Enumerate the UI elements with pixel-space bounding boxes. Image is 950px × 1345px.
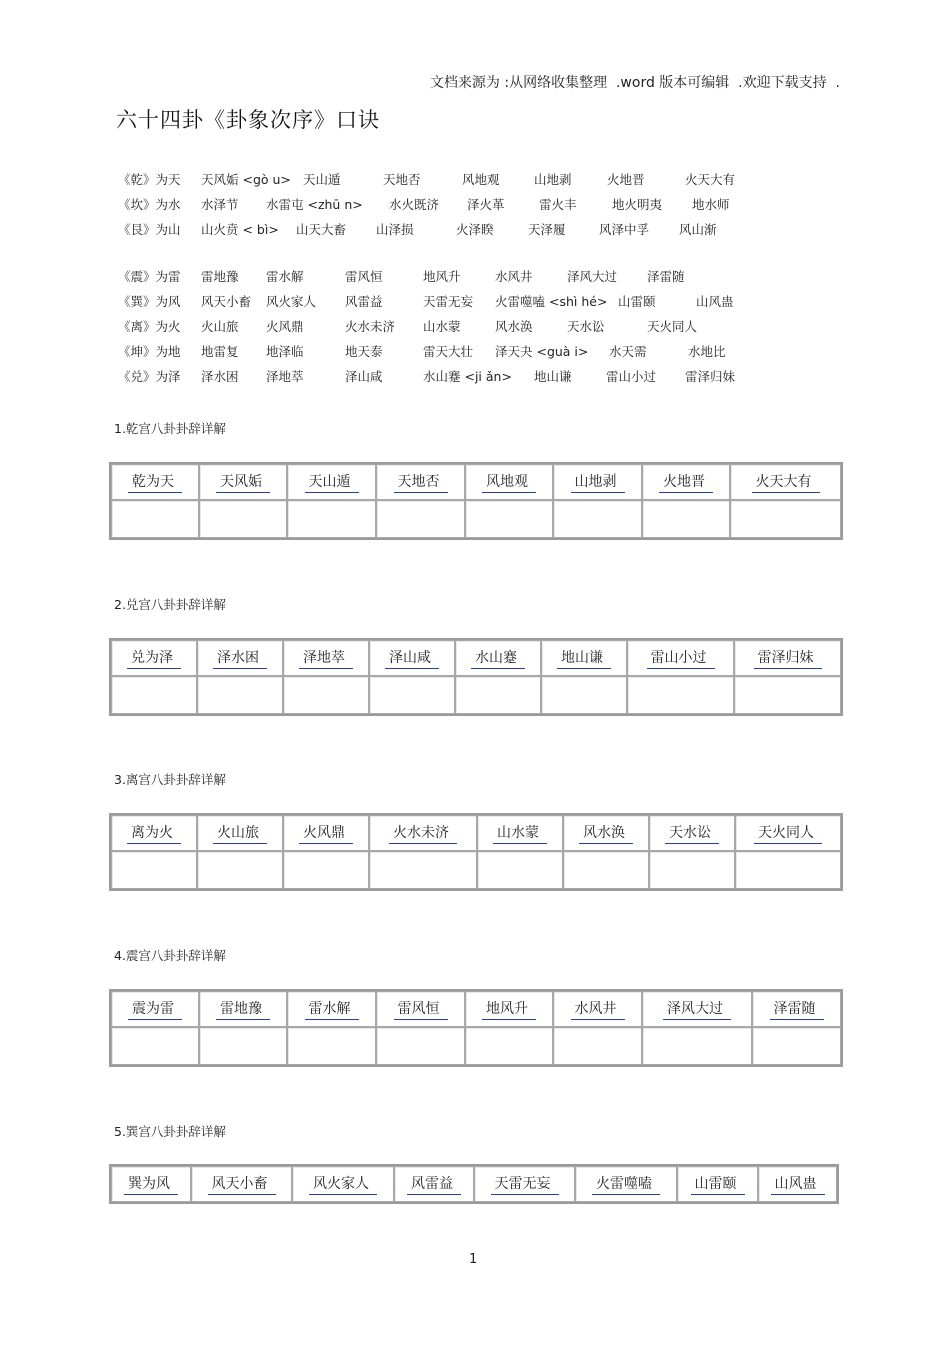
- verse-item: 水风井: [495, 269, 533, 284]
- empty-cell: [197, 676, 283, 714]
- empty-cell: [642, 1027, 752, 1065]
- section-title: 1.乾宫八卦卦辞详解: [114, 421, 226, 436]
- verse-item: 天雷无妄: [423, 294, 474, 309]
- section-title: 2.兑宫八卦卦辞详解: [114, 597, 226, 612]
- empty-cell: [287, 500, 376, 538]
- verse-item: 风山渐: [679, 222, 717, 237]
- gua-link[interactable]: 乾为天: [128, 474, 182, 493]
- gua-link[interactable]: 风火家人: [309, 1176, 377, 1195]
- section-title: 5.巽宫八卦卦辞详解: [114, 1124, 226, 1139]
- verse-row: [118, 170, 838, 195]
- gua-link[interactable]: 雷泽归妹: [754, 650, 822, 669]
- empty-cell: [752, 1027, 841, 1065]
- gua-link[interactable]: 离为火: [127, 825, 181, 844]
- verse-item: 雷风恒: [345, 269, 383, 284]
- empty-cell: [111, 500, 199, 538]
- verse-item: 山天大畜: [296, 222, 347, 237]
- verse-item: 山地剥: [534, 172, 572, 187]
- empty-cell: [649, 851, 735, 889]
- verse-item: 水泽节: [201, 197, 239, 212]
- empty-cell: [553, 500, 642, 538]
- gua-cell: [376, 464, 465, 500]
- gua-cell: [474, 1166, 575, 1202]
- gua-cell: [283, 815, 369, 851]
- empty-cell: [627, 676, 734, 714]
- gua-cell: [369, 815, 477, 851]
- gua-table-qian: [109, 462, 843, 540]
- verse-item: 泽水困: [201, 369, 239, 384]
- verse-item: 雷天大壮: [423, 344, 474, 359]
- gua-link[interactable]: 地风升: [482, 1001, 536, 1020]
- verse-item: 水火既济: [389, 197, 440, 212]
- gua-cell: [197, 815, 283, 851]
- verse-item: 风火家人: [266, 294, 317, 309]
- empty-cell: [369, 851, 477, 889]
- empty-cell: [376, 500, 465, 538]
- gua-link[interactable]: 地山谦: [557, 650, 611, 669]
- gua-link[interactable]: 泽雷随: [770, 1001, 824, 1020]
- gua-table-zhen: [109, 989, 843, 1067]
- empty-cell: [369, 676, 455, 714]
- empty-cell: [730, 500, 841, 538]
- gua-table-li: [109, 813, 843, 891]
- gua-link[interactable]: 水风井: [571, 1001, 625, 1020]
- verse-item: 地山谦: [534, 369, 572, 384]
- gua-cell: [111, 991, 199, 1027]
- verse-item: 地风升: [423, 269, 461, 284]
- verse-item: 水地比: [688, 344, 726, 359]
- gua-link[interactable]: 雷地豫: [216, 1001, 270, 1020]
- gua-link[interactable]: 山雷颐: [691, 1176, 745, 1195]
- gua-link[interactable]: 泽山咸: [385, 650, 439, 669]
- gua-link[interactable]: 天雷无妄: [491, 1176, 559, 1195]
- empty-cell: [287, 1027, 376, 1065]
- gua-link[interactable]: 火地晋: [659, 474, 713, 493]
- empty-cell: [553, 1027, 642, 1065]
- verse-item: 《震》为雷: [118, 269, 181, 284]
- verse-item: 山水蒙: [423, 319, 461, 334]
- gua-link[interactable]: 泽风大过: [663, 1001, 731, 1020]
- gua-link[interactable]: 天地否: [394, 474, 448, 493]
- gua-cell: [283, 640, 369, 676]
- gua-cell: [758, 1166, 837, 1202]
- verse-item: 风天小畜: [201, 294, 252, 309]
- gua-link[interactable]: 火水未济: [389, 825, 457, 844]
- empty-cell: [477, 851, 563, 889]
- gua-link[interactable]: 雷风恒: [394, 1001, 448, 1020]
- gua-cell: [111, 464, 199, 500]
- gua-cell: [111, 815, 197, 851]
- gua-link[interactable]: 火天大有: [752, 474, 820, 493]
- gua-link[interactable]: 风雷益: [407, 1176, 461, 1195]
- verse-item: 雷水解: [266, 269, 304, 284]
- verse-item: 风泽中孚: [599, 222, 650, 237]
- gua-cell: [465, 991, 553, 1027]
- gua-link[interactable]: 巽为风: [124, 1176, 178, 1195]
- gua-table-xun: [109, 1164, 839, 1204]
- verse-item: 《乾》为天: [118, 172, 181, 187]
- verse-item: 《兑》为泽: [118, 369, 181, 384]
- verse-item: 天风姤 <gò u>: [201, 172, 291, 187]
- gua-link[interactable]: 风地观: [482, 474, 536, 493]
- gua-table-dui: [109, 638, 843, 716]
- verse-item: 《坎》为水: [118, 197, 181, 212]
- gua-cell: [627, 640, 734, 676]
- gua-cell: [649, 815, 735, 851]
- verse-item: 雷山小过: [606, 369, 657, 384]
- empty-cell: [563, 851, 649, 889]
- gua-link[interactable]: 山地剥: [571, 474, 625, 493]
- gua-link[interactable]: 天火同人: [754, 825, 822, 844]
- gua-cell: [541, 640, 627, 676]
- verse-item: 火山旅: [201, 319, 239, 334]
- verse-row: [118, 317, 838, 342]
- empty-cell: [465, 1027, 553, 1065]
- gua-cell: [394, 1166, 474, 1202]
- verse-item: 泽山咸: [345, 369, 383, 384]
- verse-item: 泽地萃: [266, 369, 304, 384]
- verse-item: 地天泰: [345, 344, 383, 359]
- gua-cell: [199, 464, 287, 500]
- verse-item: 《巽》为风: [118, 294, 181, 309]
- verse-item: 风雷益: [345, 294, 383, 309]
- gua-cell: [730, 464, 841, 500]
- empty-cell: [541, 676, 627, 714]
- gua-cell: [563, 815, 649, 851]
- verse-item: 天泽履: [528, 222, 566, 237]
- verse-item: 雷火丰: [539, 197, 577, 212]
- verse-item: 《离》为火: [118, 319, 181, 334]
- gua-cell: [197, 640, 283, 676]
- verse-item: 火水未济: [345, 319, 396, 334]
- empty-cell: [111, 676, 197, 714]
- gua-link[interactable]: 山水蒙: [493, 825, 547, 844]
- verse-item: 天火同人: [647, 319, 698, 334]
- section-title: 4.震宫八卦卦辞详解: [114, 948, 226, 963]
- gua-cell: [111, 1166, 191, 1202]
- verse-row: [118, 267, 838, 292]
- gua-cell: [752, 991, 841, 1027]
- verse-item: 地火明夷: [612, 197, 663, 212]
- verse-item: 山泽损: [376, 222, 414, 237]
- gua-link[interactable]: 雷水解: [305, 1001, 359, 1020]
- verse-row: [118, 342, 838, 367]
- empty-cell: [111, 851, 197, 889]
- gua-cell: [553, 991, 642, 1027]
- verse-item: 天山遁: [303, 172, 341, 187]
- empty-cell: [376, 1027, 465, 1065]
- gua-cell: [191, 1166, 292, 1202]
- gua-cell: [376, 991, 465, 1027]
- gua-link[interactable]: 水山蹇: [471, 650, 525, 669]
- verse-item: 火泽睽: [456, 222, 494, 237]
- section-title: 3.离宫八卦卦辞详解: [114, 772, 226, 787]
- gua-link[interactable]: 山风蛊: [771, 1176, 825, 1195]
- gua-link[interactable]: 火风鼎: [299, 825, 353, 844]
- gua-cell: [677, 1166, 758, 1202]
- verse-item: 雷地豫: [201, 269, 239, 284]
- verse-group-1: [118, 170, 838, 245]
- gua-link[interactable]: 天水讼: [665, 825, 719, 844]
- verse-item: 山风蛊: [696, 294, 734, 309]
- gua-link[interactable]: 兑为泽: [127, 650, 181, 669]
- verse-item: 火天大有: [685, 172, 736, 187]
- verse-item: 地泽临: [266, 344, 304, 359]
- empty-cell: [283, 851, 369, 889]
- empty-cell: [455, 676, 541, 714]
- gua-link[interactable]: 火雷噬嗑: [592, 1176, 660, 1195]
- verse-item: 天地否: [383, 172, 421, 187]
- gua-link[interactable]: 天风姤: [216, 474, 270, 493]
- verse-item: 风水涣: [495, 319, 533, 334]
- gua-cell: [111, 640, 197, 676]
- verse-item: 山雷颐: [618, 294, 656, 309]
- verse-item: 泽火革: [467, 197, 505, 212]
- gua-cell: [642, 464, 730, 500]
- verse-row: [118, 220, 838, 245]
- gua-cell: [477, 815, 563, 851]
- verse-row: [118, 367, 838, 392]
- empty-cell: [111, 1027, 199, 1065]
- page-title: 六十四卦《卦象次序》口诀: [116, 108, 380, 132]
- empty-cell: [283, 676, 369, 714]
- empty-cell: [199, 1027, 287, 1065]
- verse-item: 地水师: [692, 197, 730, 212]
- verse-item: 水雷屯 <zhū n>: [266, 197, 363, 212]
- gua-link[interactable]: 雷山小过: [647, 650, 715, 669]
- verse-item: 水山蹇 <ji ǎn>: [423, 369, 512, 384]
- verse-row: [118, 292, 838, 317]
- verse-item: 天水讼: [567, 319, 605, 334]
- gua-link[interactable]: 风天小畜: [208, 1176, 276, 1195]
- gua-cell: [642, 991, 752, 1027]
- header-note: 文档来源为 :从网络收集整理 .word 版本可编辑 .欢迎下载支持 .: [429, 75, 840, 91]
- gua-cell: [287, 991, 376, 1027]
- empty-cell: [199, 500, 287, 538]
- gua-cell: [287, 464, 376, 500]
- empty-cell: [642, 500, 730, 538]
- gua-cell: [734, 640, 841, 676]
- empty-cell: [734, 676, 841, 714]
- empty-cell: [197, 851, 283, 889]
- gua-cell: [465, 464, 553, 500]
- verse-item: 火地晋: [607, 172, 645, 187]
- verse-item: 风地观: [462, 172, 500, 187]
- empty-cell: [735, 851, 841, 889]
- gua-cell: [292, 1166, 394, 1202]
- verse-item: 地雷复: [201, 344, 239, 359]
- verse-item: 火雷噬嗑 <shì hé>: [495, 294, 608, 309]
- gua-cell: [735, 815, 841, 851]
- gua-cell: [575, 1166, 677, 1202]
- gua-link[interactable]: 震为雷: [128, 1001, 182, 1020]
- verse-row: [118, 195, 838, 220]
- verse-item: 山火贲 < bì>: [201, 222, 279, 237]
- verse-item: 泽雷随: [647, 269, 685, 284]
- gua-link[interactable]: 火山旅: [213, 825, 267, 844]
- verse-item: 泽风大过: [567, 269, 618, 284]
- verse-item: 雷泽归妹: [685, 369, 736, 384]
- gua-cell: [455, 640, 541, 676]
- verse-item: 火风鼎: [266, 319, 304, 334]
- gua-cell: [199, 991, 287, 1027]
- page-number: 1: [469, 1252, 478, 1267]
- verse-item: 水天需: [609, 344, 647, 359]
- gua-link[interactable]: 天山遁: [305, 474, 359, 493]
- empty-cell: [465, 500, 553, 538]
- verse-item: 《坤》为地: [118, 344, 181, 359]
- verse-item: 《艮》为山: [118, 222, 181, 237]
- verse-group-2: [118, 267, 838, 392]
- gua-cell: [369, 640, 455, 676]
- gua-link[interactable]: 风水涣: [579, 825, 633, 844]
- gua-cell: [553, 464, 642, 500]
- verse-item: 泽天夬 <guà i>: [495, 344, 589, 359]
- gua-link[interactable]: 泽地萃: [299, 650, 353, 669]
- gua-link[interactable]: 泽水困: [213, 650, 267, 669]
